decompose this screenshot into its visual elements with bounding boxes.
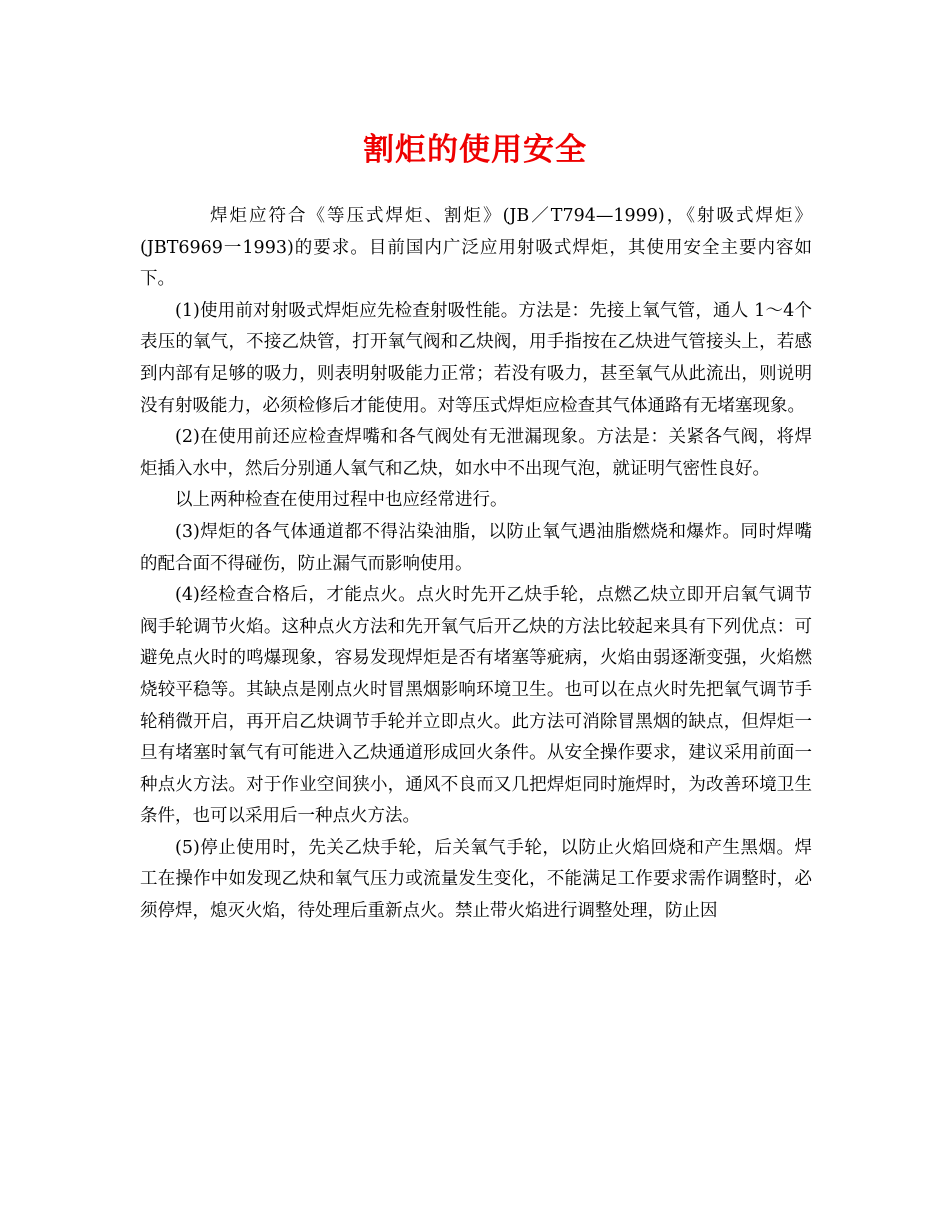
paragraph-note: 以上两种检查在使用过程中也应经常进行。: [175, 490, 508, 511]
paragraph-intro: 焊炬应符合《等压式焊炬、割炬》(JB／T794—1999)，《射吸式焊炬》(JBT6969一1993)的要求。目前国内广泛应用射吸式焊炬，其使用安全主要内容如下。: [140, 206, 812, 290]
document-body: [140, 201, 812, 928]
paragraph-item-2: (2)在使用前还应检查焊嘴和各气阀处有无泄漏现象。方法是：关紧各气阀，将焊炬插入水中，然后分别通人氧气和乙炔，如水中不出现气泡，就证明气密性良好。: [140, 427, 812, 479]
paragraph-item-5: (5)停止使用时，先关乙炔手轮，后关氧气手轮，以防止火焰回烧和产生黑烟。焊工在操作中如发现乙炔和氧气压力或流量发生变化，不能满足工作要求需作调整时，必须停焊，熄灭火焰，待处理后重新点火。禁止带火焰进行调整处理，防止因: [140, 837, 812, 922]
paragraph-item-1: (1)使用前对射吸式焊炬应先检查射吸性能。方法是：先接上氧气管，通人 1～4个表压的氧气，不接乙炔管，打开氧气阀和乙炔阀，用手指按在乙炔进气管接头上，若感到内部有足够的吸力，则表明射吸能力正常；若没有吸力，甚至氧气从此流出，则说明没有射吸能力，必须检修后才能使用。对等压式焊炬应检查其气体通路有无堵塞现象。: [140, 300, 812, 416]
paragraph-item-4: (4)经检查合格后，才能点火。点火时先开乙炔手轮，点燃乙炔立即开启氧气调节阀手轮调节火焰。这种点火方法和先开氧气后开乙炔的方法比较起来具有下列优点：可避免点火时的鸣爆现象，容易发现焊炬是否有堵塞等疵病，火焰由弱逐渐变强，火焰燃烧较平稳等。其缺点是刚点火时冒黑烟影响环境卫生。也可以在点火时先把氧气调节手轮稍微开启，再开启乙炔调节手轮并立即点火。此方法可消除冒黑烟的缺点，但焊炬一旦有堵塞时氧气有可能进入乙炔通道形成回火条件。从安全操作要求，建议采用前面一种点火方法。对于作业空间狭小，通风不良而又几把焊炬同时施焊时，为改善环境卫生条件，也可以采用后一种点火方法。: [140, 585, 812, 827]
paragraph-item-3: (3)焊炬的各气体通道都不得沾染油脂，以防止氧气遇油脂燃烧和爆炸。同时焊嘴的配合面不得碰伤，防止漏气而影响使用。: [140, 521, 812, 574]
document-title: 割炬的使用安全: [363, 132, 587, 168]
